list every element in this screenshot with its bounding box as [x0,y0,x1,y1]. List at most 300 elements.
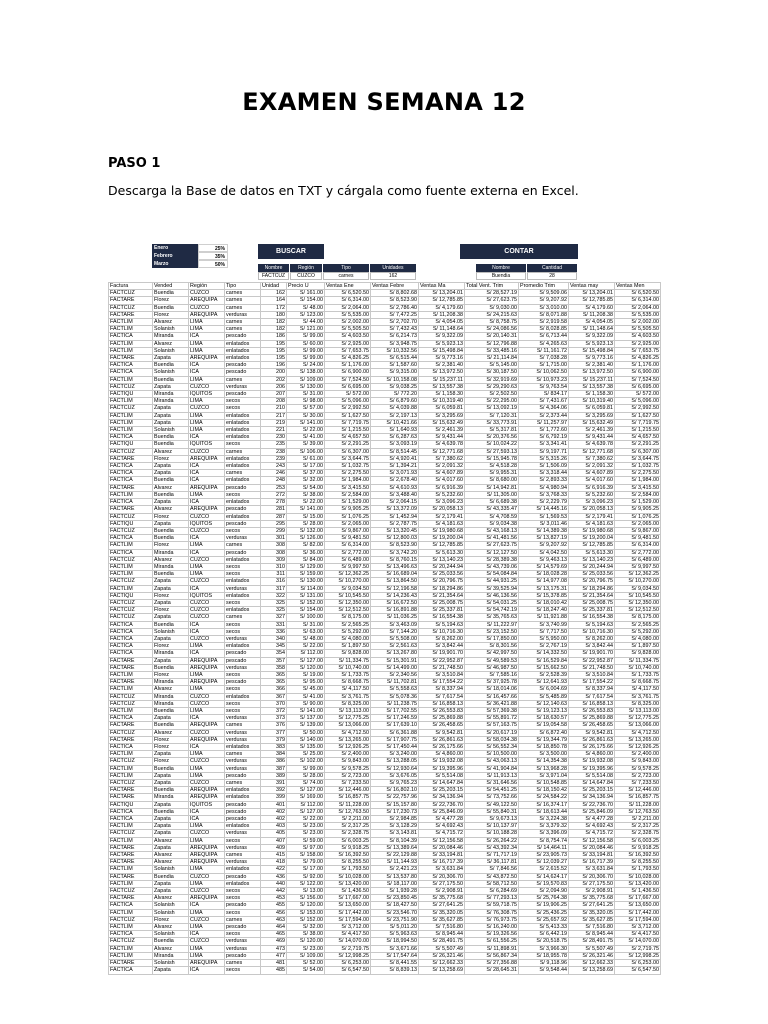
table-cell[interactable]: FACTLIM [109,376,153,383]
table-cell[interactable]: Alvarez [153,729,189,736]
table-cell[interactable]: S/ 12,662.33 [419,960,465,967]
table-cell[interactable]: S/ 95.00 [287,679,325,686]
table-cell[interactable]: FACTCUZ [109,693,153,700]
table-cell[interactable]: FACTCUZ [109,513,153,520]
table-cell[interactable]: S/ 4,826.25 [615,355,661,362]
table-cell[interactable]: S/ 12,156.58 [569,837,615,844]
table-cell[interactable]: S/ 18,014.06 [465,686,519,693]
table-cell[interactable]: Alvarez [153,924,189,931]
table-cell[interactable]: ICA [189,434,225,441]
table-cell[interactable]: S/ 33,773.91 [465,419,519,426]
table-cell[interactable]: IQUITOS [189,391,225,398]
table-cell[interactable]: Florez [153,607,189,614]
table-cell[interactable]: S/ 8,071.88 [519,311,569,318]
column-header[interactable]: Total Vent. Trim [465,283,519,290]
table-cell[interactable]: S/ 10,740.00 [615,664,661,671]
table-cell[interactable]: S/ 4,639.78 [419,441,465,448]
table-cell[interactable]: S/ 572.00 [325,391,371,398]
table-cell[interactable]: S/ 11,161.72 [519,347,569,354]
table-cell[interactable]: S/ 6,314.00 [615,542,661,549]
table-cell[interactable]: FACTICA [109,362,153,369]
table-cell[interactable]: S/ 2,615.52 [519,866,569,873]
table-cell[interactable]: S/ 3,295.69 [569,412,615,419]
table-cell[interactable]: S/ 17,246.59 [371,715,419,722]
table-cell[interactable]: Buendia [153,362,189,369]
table-cell[interactable]: S/ 1,793.50 [325,866,371,873]
table-cell[interactable]: S/ 35,320.05 [419,909,465,916]
table-cell[interactable]: S/ 154.00 [287,297,325,304]
table-cell[interactable]: S/ 9,773.16 [569,355,615,362]
table-cell[interactable]: FACTICA [109,621,153,628]
column-header[interactable]: Precio U [287,283,325,290]
table-cell[interactable]: Alvarez [153,506,189,513]
table-cell[interactable]: enlatados [225,513,261,520]
table-cell[interactable]: S/ 109.00 [287,376,325,383]
table-cell[interactable]: S/ 1,897.50 [615,643,661,650]
table-cell[interactable]: S/ 3,712.00 [615,924,661,931]
table-cell[interactable]: Buendia [153,787,189,794]
table-cell[interactable]: S/ 20,796.75 [419,578,465,585]
table-cell[interactable]: S/ 1,529.00 [615,499,661,506]
table-cell[interactable]: Buendia [153,621,189,628]
table-cell[interactable]: CUZCO [189,780,225,787]
table-cell[interactable]: Miranda [153,398,189,405]
table-cell[interactable]: S/ 7,717.50 [519,628,569,635]
table-cell[interactable]: S/ 16,717.39 [419,859,465,866]
table-cell[interactable]: CUZCO [189,383,225,390]
table-cell[interactable]: S/ 5,923.13 [569,340,615,347]
table-cell[interactable]: S/ 2,291.25 [615,441,661,448]
table-cell[interactable]: S/ 9,673.13 [465,816,519,823]
table-cell[interactable]: S/ 6,003.25 [325,837,371,844]
table-cell[interactable]: S/ 13,972.50 [569,369,615,376]
table-cell[interactable]: S/ 12,196.58 [371,585,419,592]
table-cell[interactable]: S/ 130.00 [287,578,325,585]
table-cell[interactable]: S/ 6,287.63 [371,434,419,441]
table-cell[interactable]: Zapata [153,751,189,758]
table-cell[interactable]: verduras [225,535,261,542]
table-cell[interactable]: S/ 35,765.63 [465,614,519,621]
table-cell[interactable]: pescado [225,679,261,686]
table-cell[interactable]: S/ 6,059.81 [419,405,465,412]
table-cell[interactable]: pescado [225,650,261,657]
table-cell[interactable]: 403 [261,823,287,830]
table-cell[interactable]: S/ 11,208.38 [569,311,615,318]
table-cell[interactable]: S/ 27,641.25 [569,902,615,909]
table-cell[interactable]: S/ 8,175.00 [325,614,371,621]
table-cell[interactable]: S/ 12,350.00 [325,599,371,606]
table-cell[interactable]: S/ 24,584.22 [519,794,569,801]
table-cell[interactable]: S/ 2,893.33 [519,477,569,484]
table-cell[interactable]: S/ 16,717.39 [569,859,615,866]
table-cell[interactable]: S/ 2,179.41 [569,513,615,520]
table-cell[interactable]: enlatados [225,693,261,700]
table-cell[interactable]: 308 [261,542,287,549]
table-cell[interactable]: S/ 19,980.68 [569,527,615,534]
table-cell[interactable]: S/ 6,361.88 [371,729,419,736]
table-cell[interactable]: S/ 8,255.50 [325,859,371,866]
table-cell[interactable]: 386 [261,758,287,765]
table-cell[interactable]: S/ 13,288.05 [371,758,419,765]
table-cell[interactable]: 372 [261,707,287,714]
table-cell[interactable]: S/ 6,520.50 [615,290,661,297]
table-cell[interactable]: S/ 55,840.31 [465,808,519,815]
table-cell[interactable]: S/ 18,850.78 [519,744,569,751]
table-cell[interactable]: carnes [225,326,261,333]
table-cell[interactable]: CUZCO [189,916,225,923]
table-cell[interactable]: Zapata [153,780,189,787]
table-cell[interactable]: S/ 26,264.22 [465,837,519,844]
table-cell[interactable]: 407 [261,837,287,844]
table-cell[interactable]: S/ 6,515.44 [371,355,419,362]
table-cell[interactable]: CUZCO [189,729,225,736]
table-cell[interactable]: S/ 2,502.50 [465,391,519,398]
table-cell[interactable]: ICA [189,585,225,592]
table-cell[interactable]: S/ 14,070.00 [325,938,371,945]
table-cell[interactable]: S/ 5,096.00 [615,398,661,405]
table-cell[interactable]: FACTARE [109,844,153,851]
table-cell[interactable]: Alvarez [153,859,189,866]
table-cell[interactable]: S/ 1,984.00 [615,477,661,484]
table-cell[interactable]: S/ 16,392.50 [325,852,371,859]
table-cell[interactable]: S/ 5,078.36 [371,693,419,700]
table-cell[interactable]: LIMA [189,952,225,959]
table-cell[interactable]: S/ 6,879.60 [371,398,419,405]
table-cell[interactable]: S/ 58,034.38 [465,736,519,743]
table-cell[interactable]: S/ 12,362.25 [325,571,371,578]
table-cell[interactable]: S/ 5,505.50 [325,326,371,333]
table-cell[interactable]: pescado [225,549,261,556]
table-cell[interactable]: S/ 3,510.84 [419,671,465,678]
table-cell[interactable]: Zapata [153,844,189,851]
table-cell[interactable]: CUZCO [189,693,225,700]
table-cell[interactable]: ICA [189,816,225,823]
table-cell[interactable]: S/ 9,034.50 [325,585,371,592]
table-cell[interactable]: secos [225,491,261,498]
table-cell[interactable]: S/ 7,516.80 [419,924,465,931]
table-cell[interactable]: Buendia [153,808,189,815]
table-cell[interactable]: S/ 10,137.97 [465,823,519,830]
table-cell[interactable]: Miranda [153,549,189,556]
table-cell[interactable]: S/ 7,038.28 [519,355,569,362]
table-cell[interactable]: S/ 7,846.56 [465,866,519,873]
table-cell[interactable]: S/ 3,396.09 [519,830,569,837]
table-cell[interactable]: S/ 6,059.81 [569,405,615,412]
table-cell[interactable]: Buendia [153,491,189,498]
table-cell[interactable]: S/ 9,763.54 [519,383,569,390]
table-cell[interactable]: Florez [153,455,189,462]
table-cell[interactable]: carnes [225,290,261,297]
table-cell[interactable]: S/ 19,932.08 [569,758,615,765]
table-cell[interactable]: ICA [189,362,225,369]
table-cell[interactable]: S/ 50.00 [287,729,325,736]
table-cell[interactable]: S/ 1,715.00 [519,362,569,369]
table-cell[interactable]: LIMA [189,945,225,952]
table-cell[interactable]: S/ 19.00 [287,671,325,678]
table-cell[interactable]: S/ 2,064.00 [615,304,661,311]
table-cell[interactable]: CUZCO [189,938,225,945]
table-cell[interactable]: S/ 2,992.50 [615,405,661,412]
table-cell[interactable]: enlatados [225,643,261,650]
table-cell[interactable]: S/ 4,603.50 [615,333,661,340]
table-cell[interactable]: S/ 1,772.60 [519,427,569,434]
table-cell[interactable]: FACTARE [109,852,153,859]
table-cell[interactable]: FACTICA [109,499,153,506]
table-cell[interactable]: secos [225,527,261,534]
table-cell[interactable]: carnes [225,751,261,758]
table-cell[interactable]: S/ 2,197.13 [371,412,419,419]
table-cell[interactable]: S/ 54,084.84 [465,571,519,578]
table-cell[interactable]: S/ 2,317.25 [615,823,661,830]
table-cell[interactable]: S/ 16,857.75 [615,794,661,801]
table-cell[interactable]: S/ 4,017.60 [419,477,465,484]
table-cell[interactable]: S/ 1,506.09 [519,463,569,470]
table-cell[interactable]: LIMA [189,326,225,333]
table-cell[interactable]: pescado [225,924,261,931]
table-cell[interactable]: S/ 14,647.84 [569,780,615,787]
table-cell[interactable]: S/ 28.00 [287,772,325,779]
table-cell[interactable]: AREQUIPA [189,297,225,304]
table-cell[interactable]: FACTICA [109,628,153,635]
table-cell[interactable]: S/ 2,772.00 [325,549,371,556]
table-cell[interactable]: S/ 34,136.94 [569,794,615,801]
table-cell[interactable]: S/ 9,542.81 [419,729,465,736]
table-cell[interactable]: S/ 2,328.75 [615,830,661,837]
table-cell[interactable]: 210 [261,405,287,412]
table-cell[interactable]: S/ 13,420.00 [325,880,371,887]
table-cell[interactable]: S/ 7,233.50 [615,780,661,787]
table-cell[interactable]: ICA [189,477,225,484]
table-cell[interactable]: CUZCO [189,873,225,880]
table-cell[interactable]: AREQUIPA [189,736,225,743]
table-cell[interactable]: S/ 4,265.63 [519,340,569,347]
table-cell[interactable]: Solanish [153,427,189,434]
table-cell[interactable]: S/ 76,973.75 [465,916,519,923]
table-cell[interactable]: S/ 12,350.00 [615,599,661,606]
table-cell[interactable]: S/ 39.00 [287,441,325,448]
table-cell[interactable]: S/ 23,751.90 [371,916,419,923]
table-cell[interactable]: Zapata [153,823,189,830]
table-cell[interactable]: S/ 3,096.23 [419,499,465,506]
table-cell[interactable]: FACTICA [109,477,153,484]
table-cell[interactable]: S/ 22,952.87 [419,657,465,664]
table-cell[interactable]: S/ 4,117.50 [325,686,371,693]
table-cell[interactable]: S/ 12,039.27 [519,859,569,866]
table-cell[interactable]: S/ 7,719.75 [615,419,661,426]
table-cell[interactable]: S/ 13,968.28 [519,765,569,772]
table-cell[interactable]: LIMA [189,686,225,693]
table-cell[interactable]: S/ 122.00 [287,880,325,887]
table-cell[interactable]: S/ 6,713.44 [519,333,569,340]
table-cell[interactable]: S/ 6,307.00 [325,448,371,455]
table-cell[interactable]: S/ 4,477.28 [419,816,465,823]
table-cell[interactable]: S/ 25,436.25 [519,909,569,916]
table-cell[interactable]: 230 [261,434,287,441]
table-cell[interactable]: S/ 3,712.00 [325,924,371,931]
table-cell[interactable]: S/ 19,344.79 [519,736,569,743]
table-cell[interactable]: S/ 156.00 [287,895,325,902]
table-cell[interactable]: S/ 12,140.63 [519,700,569,707]
table-cell[interactable]: S/ 28,491.75 [419,938,465,945]
table-cell[interactable]: S/ 12,785.85 [419,542,465,549]
table-cell[interactable]: LIMA [189,427,225,434]
table-cell[interactable]: secos [225,571,261,578]
table-cell[interactable]: enlatados [225,347,261,354]
table-cell[interactable]: FACTICA [109,808,153,815]
table-cell[interactable]: S/ 2,461.39 [419,427,465,434]
table-cell[interactable]: S/ 5,413.33 [519,924,569,931]
table-cell[interactable]: S/ 1,529.00 [325,499,371,506]
table-cell[interactable]: enlatados [225,340,261,347]
table-cell[interactable]: Alvarez [153,448,189,455]
table-cell[interactable]: S/ 2,919.58 [519,319,569,326]
table-cell[interactable]: S/ 3,143.81 [371,830,419,837]
table-cell[interactable]: S/ 20,058.13 [569,506,615,513]
table-cell[interactable]: Miranda [153,693,189,700]
table-cell[interactable]: FACTARE [109,657,153,664]
table-cell[interactable]: S/ 13,420.00 [615,880,661,887]
table-cell[interactable]: S/ 12,771.68 [419,448,465,455]
table-cell[interactable]: S/ 140.00 [287,736,325,743]
table-cell[interactable]: S/ 7,617.54 [419,693,465,700]
table-cell[interactable]: S/ 27,641.25 [419,902,465,909]
table-cell[interactable]: S/ 37.00 [287,470,325,477]
table-cell[interactable]: S/ 15,157.80 [371,801,419,808]
table-cell[interactable]: S/ 10,270.00 [325,578,371,585]
table-cell[interactable]: FACTLIM [109,866,153,873]
table-cell[interactable]: 365 [261,679,287,686]
table-cell[interactable]: FACTICA [109,333,153,340]
table-cell[interactable]: carnes [225,916,261,923]
table-cell[interactable]: S/ 1,627.50 [615,412,661,419]
table-cell[interactable]: S/ 10,500.00 [465,751,519,758]
table-cell[interactable]: S/ 3,295.69 [419,412,465,419]
table-cell[interactable]: LIMA [189,880,225,887]
table-cell[interactable]: enlatados [225,866,261,873]
table-cell[interactable]: Florez [153,297,189,304]
table-cell[interactable]: S/ 32.00 [287,477,325,484]
table-cell[interactable]: S/ 17,639.10 [371,722,419,729]
table-cell[interactable]: FACTCUZ [109,938,153,945]
table-cell[interactable]: enlatados [225,607,261,614]
table-cell[interactable]: S/ 6,307.00 [615,448,661,455]
table-cell[interactable]: S/ 13,557.38 [419,383,465,390]
table-cell[interactable]: FACTIQU [109,441,153,448]
table-cell[interactable]: S/ 2,317.25 [325,823,371,830]
table-cell[interactable]: S/ 2,275.50 [325,470,371,477]
table-cell[interactable]: ICA [189,808,225,815]
table-cell[interactable]: S/ 16,857.75 [325,794,371,801]
table-cell[interactable]: LIMA [189,837,225,844]
table-cell[interactable]: S/ 8,337.94 [569,686,615,693]
table-cell[interactable]: LIMA [189,542,225,549]
table-cell[interactable]: S/ 15,301.91 [371,657,419,664]
table-cell[interactable]: S/ 4,054.05 [569,319,615,326]
table-cell[interactable]: 239 [261,455,287,462]
table-cell[interactable]: S/ 12,930.64 [371,765,419,772]
table-cell[interactable]: S/ 12,662.33 [569,960,615,967]
table-cell[interactable]: 401 [261,801,287,808]
table-cell[interactable]: S/ 137.00 [287,715,325,722]
table-cell[interactable]: S/ 14,070.00 [615,938,661,945]
table-cell[interactable]: S/ 28,527.19 [465,290,519,297]
table-cell[interactable]: S/ 20,306.70 [569,873,615,880]
table-cell[interactable]: S/ 10,421.66 [371,419,419,426]
table-cell[interactable]: FACTARE [109,873,153,880]
table-cell[interactable]: 383 [261,744,287,751]
table-cell[interactable]: S/ 3,631.84 [419,866,465,873]
table-cell[interactable]: S/ 7,233.50 [325,780,371,787]
table-cell[interactable]: Florez [153,542,189,549]
table-cell[interactable]: S/ 161.00 [287,290,325,297]
table-cell[interactable]: S/ 8,262.00 [419,635,465,642]
table-cell[interactable]: S/ 2,091.32 [419,463,465,470]
table-cell[interactable]: S/ 15,498.84 [419,347,465,354]
table-cell[interactable]: Zapata [153,599,189,606]
table-cell[interactable]: S/ 109.00 [287,952,325,959]
table-cell[interactable]: S/ 129.00 [287,563,325,570]
table-cell[interactable]: S/ 7,516.80 [569,924,615,931]
table-cell[interactable]: FACTCUZ [109,578,153,585]
table-cell[interactable]: FACTLIM [109,952,153,959]
table-cell[interactable]: S/ 19,200.04 [569,535,615,542]
table-cell[interactable]: S/ 4,657.50 [325,434,371,441]
table-cell[interactable]: verduras [225,844,261,851]
table-cell[interactable]: FACTCUZ [109,614,153,621]
table-cell[interactable]: S/ 5,292.00 [615,628,661,635]
table-cell[interactable]: S/ 2,723.00 [325,772,371,779]
table-cell[interactable]: S/ 9,548.44 [519,967,569,974]
table-cell[interactable]: S/ 54,031.25 [465,599,519,606]
table-cell[interactable]: S/ 15.00 [287,513,325,520]
table-cell[interactable]: S/ 13,650.00 [615,902,661,909]
table-cell[interactable]: 207 [261,391,287,398]
table-cell[interactable]: FACTLIM [109,880,153,887]
table-cell[interactable]: S/ 11,702.81 [371,679,419,686]
table-cell[interactable]: ICA [189,931,225,938]
table-cell[interactable]: FACTICA [109,470,153,477]
table-cell[interactable]: S/ 12,763.50 [325,808,371,815]
table-cell[interactable]: Alvarez [153,837,189,844]
table-cell[interactable]: Miranda [153,794,189,801]
table-cell[interactable]: pescado [225,657,261,664]
table-cell[interactable]: S/ 14,332.50 [519,650,569,657]
table-cell[interactable]: enlatados [225,434,261,441]
table-cell[interactable]: S/ 3,128.29 [371,823,419,830]
table-cell[interactable]: S/ 36,117.81 [465,859,519,866]
table-cell[interactable]: S/ 54.00 [287,484,325,491]
table-cell[interactable]: LIMA [189,751,225,758]
table-cell[interactable]: 309 [261,556,287,563]
table-cell[interactable]: LIMA [189,319,225,326]
table-cell[interactable]: S/ 10,062.50 [519,369,569,376]
table-cell[interactable]: S/ 1,733.75 [615,671,661,678]
table-cell[interactable]: Buendia [153,527,189,534]
table-cell[interactable]: FACTCUZ [109,405,153,412]
table-cell[interactable]: carnes [225,722,261,729]
table-cell[interactable]: Miranda [153,650,189,657]
table-cell[interactable]: Solanish [153,369,189,376]
table-cell[interactable]: S/ 14,647.84 [419,780,465,787]
table-cell[interactable]: S/ 2,064.15 [371,499,419,506]
table-cell[interactable]: Alvarez [153,484,189,491]
table-cell[interactable]: CUZCO [189,700,225,707]
table-cell[interactable]: S/ 3,096.23 [569,499,615,506]
table-cell[interactable]: S/ 12,775.25 [615,715,661,722]
table-cell[interactable]: S/ 16,802.10 [371,787,419,794]
table-cell[interactable]: S/ 16,554.38 [569,614,615,621]
table-cell[interactable]: S/ 73,752.66 [465,794,519,801]
